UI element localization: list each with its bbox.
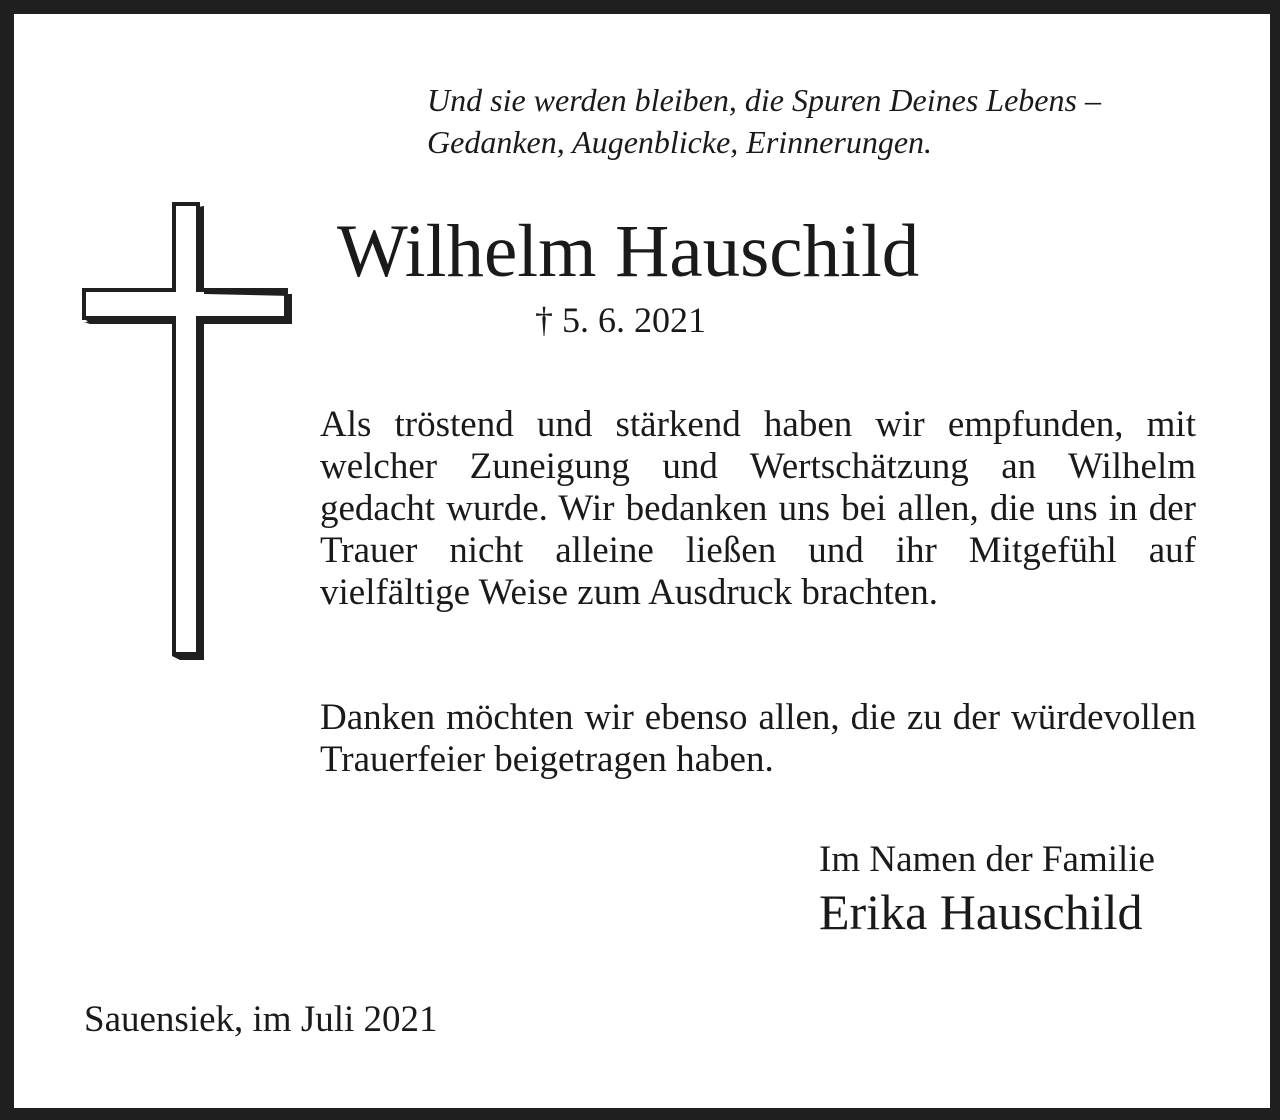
memorial-quote-line-1: Und sie werden bleiben, die Spuren Deines Lebens –: [427, 82, 1101, 118]
thank-you-paragraph: Als tröstend und stärkend haben wir empfunden, mit welcher Zuneigung und Wertschätzung an Wilhelm gedacht wurde. Wir bedanken uns bei allen, die uns in der Trauer nicht alleine ließen und ihr Mitgefühl auf vielfältige Weise zum Ausdruck brachten.: [320, 404, 1196, 613]
place-and-date: Sauensiek, im Juli 2021: [84, 999, 438, 1040]
thank-you-ceremony-paragraph: Danken möchten wir ebenso allen, die zu der würdevollen Trauerfeier beigetragen haben.: [320, 697, 1196, 780]
deceased-name: Wilhelm Hauschild: [337, 210, 920, 293]
closing-line: Im Namen der Familie: [819, 839, 1155, 880]
memorial-quote-line-2: Gedanken, Augenblicke, Erinnerungen.: [427, 124, 933, 160]
death-date: † 5. 6. 2021: [535, 300, 706, 340]
signatory-name: Erika Hauschild: [819, 884, 1143, 940]
latin-cross-icon: [80, 202, 292, 660]
memorial-quote: [427, 79, 1227, 163]
